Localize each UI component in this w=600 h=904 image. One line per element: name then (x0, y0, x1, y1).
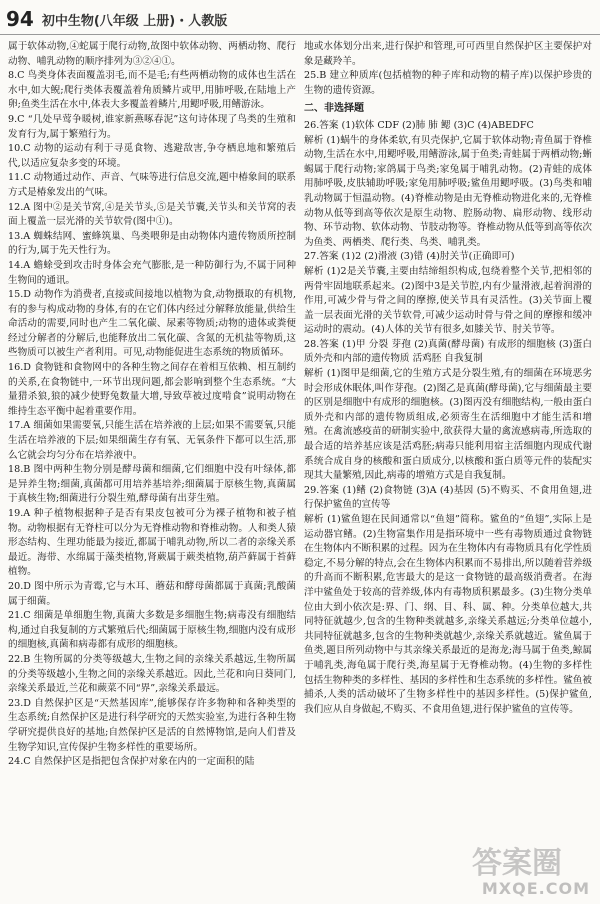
page-header (6, 6, 594, 32)
answer-paragraph: 18.B 图中两种生物分别是酵母菌和细菌,它们细胞中没有叶绿体,都是异养生物;细菌,真菌都可用培养基培养;细菌属于原核生物,真菌属于真核生物;细菌进行分裂生殖,酵母菌有出芽生殖。 (8, 464, 296, 505)
answer-paragraph: 解析 (1)2是关节囊,主要由结缔组织构成,包绕着整个关节,把相邻的两骨牢固地联系起来。(2)图中3是关节腔,内有少量滑液,起着润滑的作用,可减少骨与骨之间的摩擦,使关节具有灵活性。(3)关节面上覆盖一层表面光滑的关节软骨,可减少运动时骨与骨之间的摩擦和缓冲运动时的震动。(4)人体的关节有很多,如膝关节、肘关节等。 (304, 265, 592, 336)
book-title: 初中生物(八年级 上册)・人教版 (41, 13, 228, 29)
answer-paragraph: 8.C 鸟类身体表面覆盖羽毛,而不是毛;有些两栖动物的成体也生活在水中,如大鲵;爬行类体表覆盖着角质鳞片或甲,用肺呼吸,在陆地上产卵;鱼类生活在水中,体表大多覆盖着鳞片,用鳃呼吸,用鳍游泳。 (8, 70, 296, 111)
answer-paragraph: 26.答案 (1)软体 CDF (2)肺 肺 鳃 (3)C (4)ABEDFC (304, 119, 534, 131)
answer-paragraph: 23.D 自然保护区是“天然基因库”,能够保存许多物种和各种类型的生态系统;自然保护区是进行科学研究的天然实验室,为进行各种生物学研究提供良好的基地;自然保护区是活的自然博物馆,是向人们普及生物学知识,宣传保护生物多样性的重要场所。 (8, 697, 296, 753)
answer-paragraph: 22.B 生物所属的分类等级越大,生物之间的亲缘关系越远,生物所属的分类等级越小,生物之间的亲缘关系越近。因此,兰花和向日葵同门,亲缘关系最近,兰花和蕨菜不同“界”,亲缘关系最远。 (8, 653, 296, 695)
answer-paragraph: 25.B 建立种质库(包括植物的种子库和动物的精子库)以保护珍贵的生物的遗传资源。 (304, 70, 592, 96)
answer-paragraph: 解析 (1)鲨鱼翅在民间通常以“鱼翅”简称。鲨鱼的“鱼翅”,实际上是运动器官鳍。(2)生物富集作用是指环境中一些有毒物质通过食物链在生物体内不断积累的过程。因为在生物体内有毒物质具有化学性质稳定,不易分解的特点,会在生物体内积累而不易排出,所以随着营养级的升高而不断积累,危害最大的是这一食物链的最高级消费者。在海洋中鲨鱼处于较高的营养级,体内有毒物质积累最多。(3)生物分类单位由大到小依次是:界、门、纲、目、科、属、种。分类单位越大,共同特征就越少,包含的生物种类就越多,亲缘关系越远;分类单位越小,共同特征就越多,包含的生物种类就越少,亲缘关系就越近。鲨鱼属于鱼类,题目所列动物中与其亲缘关系最近的是海龙;海马属于鱼类,鲸属于哺乳类,海龟属于爬行类,海星属于无脊椎动物。(4)生物的多样性包括生物种类的多样性、基因的多样性和生态系统的多样性。鲨鱼被捕杀,人类的活动破坏了生物多样性中的基因多样性。(5)保护鲨鱼,我们应从自身做起,不购买、不食用鱼翅,进行保护鲨鱼的宣传等。 (304, 514, 592, 715)
answer-paragraph: 19.A 种子植物根据种子是否有果皮包被可分为裸子植物和被子植物。动物根据有无脊柱可以分为无脊椎动物和脊椎动物。人和类人猿形态结构、生理功能最为接近,都属于哺乳动物,所以二者的亲缘关系最近。海带、水绵属于藻类植物,肾蕨属于蕨类植物,葫芦藓属于苔藓植物。 (8, 508, 296, 578)
answer-paragraph: 16.D 食物链和食物网中的各种生物之间存在着相互依赖、相互制约的关系,在食物链中,一环节出现问题,都会影响到整个生态系统。“大量猎杀狼,狼的减少使野兔数量大增,导致草被过度啃食”说明动物在维持生态平衡中起着重要作用。 (8, 362, 296, 417)
right-column (304, 40, 592, 896)
answer-paragraph: 10.C 动物的运动有利于寻觅食物、逃避敌害,争夺栖息地和繁殖后代,以适应复杂多变的环境。 (8, 143, 296, 169)
watermark (432, 838, 592, 898)
answer-paragraph: 17.A 细菌如果需要氧,只能生活在培养液的上层;如果不需要氧,只能生活在培养液的下层;如果细菌生存有氧、无氧条件下都可以生活,那么它就会均匀分布在培养液中。 (8, 420, 296, 461)
answer-paragraph: 解析 (1)蜗牛的身体柔软,有贝壳保护,它属于软体动物;青鱼属于脊椎动物,生活在水中,用鳃呼吸,用鳍游泳,属于鱼类;青蛙属于两栖动物;蜥蜴属于爬行动物;家鸽属于鸟类;家兔属于哺乳动物。(2)青蛙的成体用肺呼吸,皮肤辅助呼吸;家兔用肺呼吸;鲨鱼用鳃呼吸。(3)鸟类和哺乳动物属于恒温动物。(4)脊椎动物是由无脊椎动物进化来的,无脊椎动物从低等到高等依次是原生动物、腔肠动物、扁形动物、线形动物、环节动物、软体动物、节肢动物等。脊椎动物从低等到高等依次为鱼类、两栖类、爬行类、鸟类、哺乳类。 (304, 134, 592, 248)
page-number: 94 (6, 7, 34, 31)
answer-paragraph: 21.C 细菌是单细胞生物,真菌大多数是多细胞生物;病毒没有细胞结构,通过自我复制的方式繁殖后代;细菌属于原核生物,细胞内没有成形的细胞核,真菌和病毒都有成形的细胞核。 (8, 610, 296, 651)
answer-paragraph: 24.C 自然保护区是指把包含保护对象在内的一定面积的陆 (8, 756, 255, 768)
left-column (8, 40, 296, 896)
answer-paragraph: 27.答案 (1)2 (2)滑液 (3)错 (4)肘关节(正确即可) (304, 251, 515, 263)
answer-paragraph: 9.C “几处早莺争暖树,谁家新燕啄春泥”这句诗体现了鸟类的生殖和发育行为,属于繁殖行为。 (8, 113, 296, 140)
watermark-logo: 答案圈 (472, 846, 562, 881)
right-column-top (304, 40, 592, 98)
answer-paragraph: 14.A 蟾蜍受到攻击时身体会充气膨胀,是一种防御行为,不属于同种生物间的通讯。 (8, 259, 296, 286)
answer-paragraph: 12.A 图中②是关节窝,④是关节头,⑤是关节囊,关节头和关节窝的表面上覆盖一层光滑的关节软骨(图中①)。 (8, 201, 296, 228)
answer-paragraph: 15.D 动物作为消费者,直接或间接地以植物为食,动物摄取的有机物,有的参与构成动物的身体,有的在它们体内经过分解释放能量,供给生命活动的需要,同时也产生二氧化碳、尿素等物质;动物的遗体或粪便经过分解者的分解后,也能释放出二氧化碳、含氮的无机盐等物质,这些物质可以被生产者利用。可见,动物能促进生态系统的物质循环。 (8, 289, 296, 359)
answer-paragraph: 28.答案 (1)甲 分裂 芽孢 (2)真菌(酵母菌) 有成形的细胞核 (3)蛋白质外壳和内部的遗传物质 活鸡胚 自我复制 (304, 338, 592, 365)
section-title: 二、非选择题 (304, 103, 364, 115)
answer-paragraph: 解析 (1)图甲是细菌,它的生殖方式是分裂生殖,有的细菌在环境恶劣时会形成休眠体,叫作芽孢。(2)图乙是真菌(酵母菌),它与细菌最主要的区别是细胞中有成形的细胞核。(3)图丙没有细胞结构,一般由蛋白质外壳和内部的遗传物质组成,必须寄生在活细胞中才能生活和增殖。在禽流感疫苗的研制实验中,欲获得大量的禽流感病毒,所选取的最合适的培养基应该是活鸡胚;病毒只能利用宿主活细胞内现成代谢系统合成自身的核酸和蛋白质成分,以核酸和蛋白质等元件的装配实现其大量繁殖,因此,病毒的增殖方式是自我复制。 (304, 368, 592, 482)
answer-paragraph: 地或水体划分出来,进行保护和管理,可可西里自然保护区主要保护对象是藏羚羊。 (304, 41, 592, 67)
answer-paragraph: 13.A 蜘蛛结网、蜜蜂筑巢、鸟类喂卵是由动物体内遗传物质所控制的行为,属于先天性行为。 (8, 230, 296, 257)
header-rule (0, 34, 600, 35)
watermark-site: MXQE.COM (481, 879, 590, 898)
answer-paragraph: 属于软体动物,④蛇属于爬行动物,故图中软体动物、两栖动物、爬行动物、哺乳动物的顺序排列为③②④①。 (8, 41, 296, 67)
right-column-main (304, 119, 592, 717)
answer-paragraph: 11.C 动物通过动作、声音、气味等进行信息交流,题中椿象间的联系方式是椿象发出的气味。 (8, 172, 296, 198)
answer-columns (8, 40, 592, 896)
answer-paragraph: 29.答案 (1)鳍 (2)食物链 (3)A (4)基因 (5)不购买、不食用鱼翅,进行保护鲨鱼的宣传等 (304, 484, 592, 511)
answer-paragraph: 20.D 图中所示为青霉,它与木耳、蘑菇和酵母菌都属于真菌;乳酸菌属于细菌。 (8, 580, 296, 607)
